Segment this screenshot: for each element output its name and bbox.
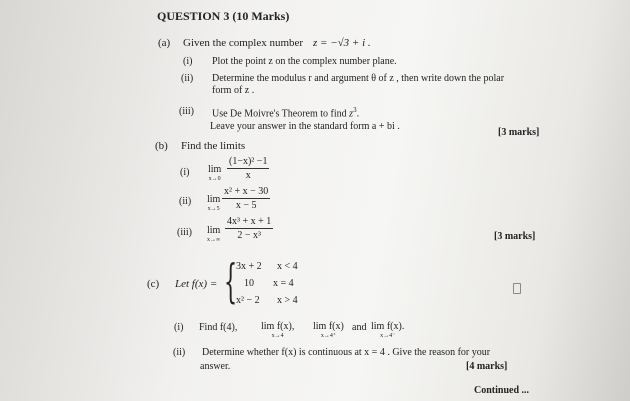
part-b-marks: [3 marks] [494,231,536,242]
part-c-ii-text-line2: answer. [200,361,231,372]
case-1-expression: 3x + 2 [236,261,262,272]
part-b-ii-number: (ii) [179,196,192,207]
part-c-ii-number: (ii) [173,347,186,358]
part-b-i-limit: lim x→0 [208,164,222,182]
part-b-i-number: (i) [180,167,190,178]
case-1-condition: x < 4 [277,261,298,272]
part-a-i-number: (i) [183,56,193,67]
part-a-iii-text-line2: Leave your answer in the standard form a + bi . [210,121,400,132]
part-b-i-fraction: $\frac{\text{(1−x)² −1}}{x}$ [229,156,268,181]
case-3-expression: x² − 2 [236,295,260,306]
part-b-ii-limit: lim x→5 [207,194,221,212]
part-a-intro: Given the complex number [183,37,304,49]
part-c-i-limit-1: lim f(x), x→4 [261,321,295,339]
part-b-intro: Find the limits [181,140,246,152]
question-title: QUESTION 3 (10 Marks) [157,9,290,23]
part-a-i-text: Plot the point z on the complex number plane. [212,56,397,67]
part-a-ii-text-line2: form of z . [212,85,255,96]
part-c-label: (c) [147,278,160,290]
part-b-iii-fraction: $\frac{\text{4x³ + x + 1}}{\text{2 − x³}}$ [227,216,272,241]
part-b-label: (b) [155,140,168,152]
part-c-i-limit-3: lim f(x). x→4⁻ [371,321,405,339]
part-c-ii-text-line1: Determine whether f(x) is continuous at x = 4 . Give the reason for your [202,347,491,358]
part-c-marks: [4 marks] [466,361,508,372]
part-c-intro: Let f(x) = [175,278,218,290]
part-b-ii-fraction: $\frac{\text{x² + x − 30}}{x - 5}$ [224,186,269,211]
part-c-i-limit-2: lim f(x) x→4⁺ [313,321,344,339]
mouse-cursor-icon [513,283,521,294]
part-a-marks: [3 marks] [498,127,540,138]
part-c-i-and: and [352,322,367,333]
part-a-ii-number: (ii) [181,73,194,84]
part-b-iii-limit: lim x→∞ [207,225,221,243]
piecewise-brace: { [224,254,238,308]
part-b-iii-number: (iii) [177,227,192,238]
part-c-i-number: (i) [174,322,184,333]
part-a-label: (a) [158,37,171,49]
continued-label: Continued ... [474,385,530,396]
case-3-condition: x > 4 [277,295,298,306]
part-a-iii-number: (iii) [179,106,194,117]
part-c-i-text: Find f(4), [199,322,238,333]
case-2-condition: x = 4 [273,278,294,289]
part-a-ii-text-line1: Determine the modulus r and argument θ of z , then write down the polar [212,73,505,84]
complex-number-definition: z = −√3 + i . [313,37,371,49]
case-2-expression: 10 [244,278,254,289]
part-a-iii-text-line1: Use De Moivre's Theorem to find $z^3$. [212,106,360,120]
